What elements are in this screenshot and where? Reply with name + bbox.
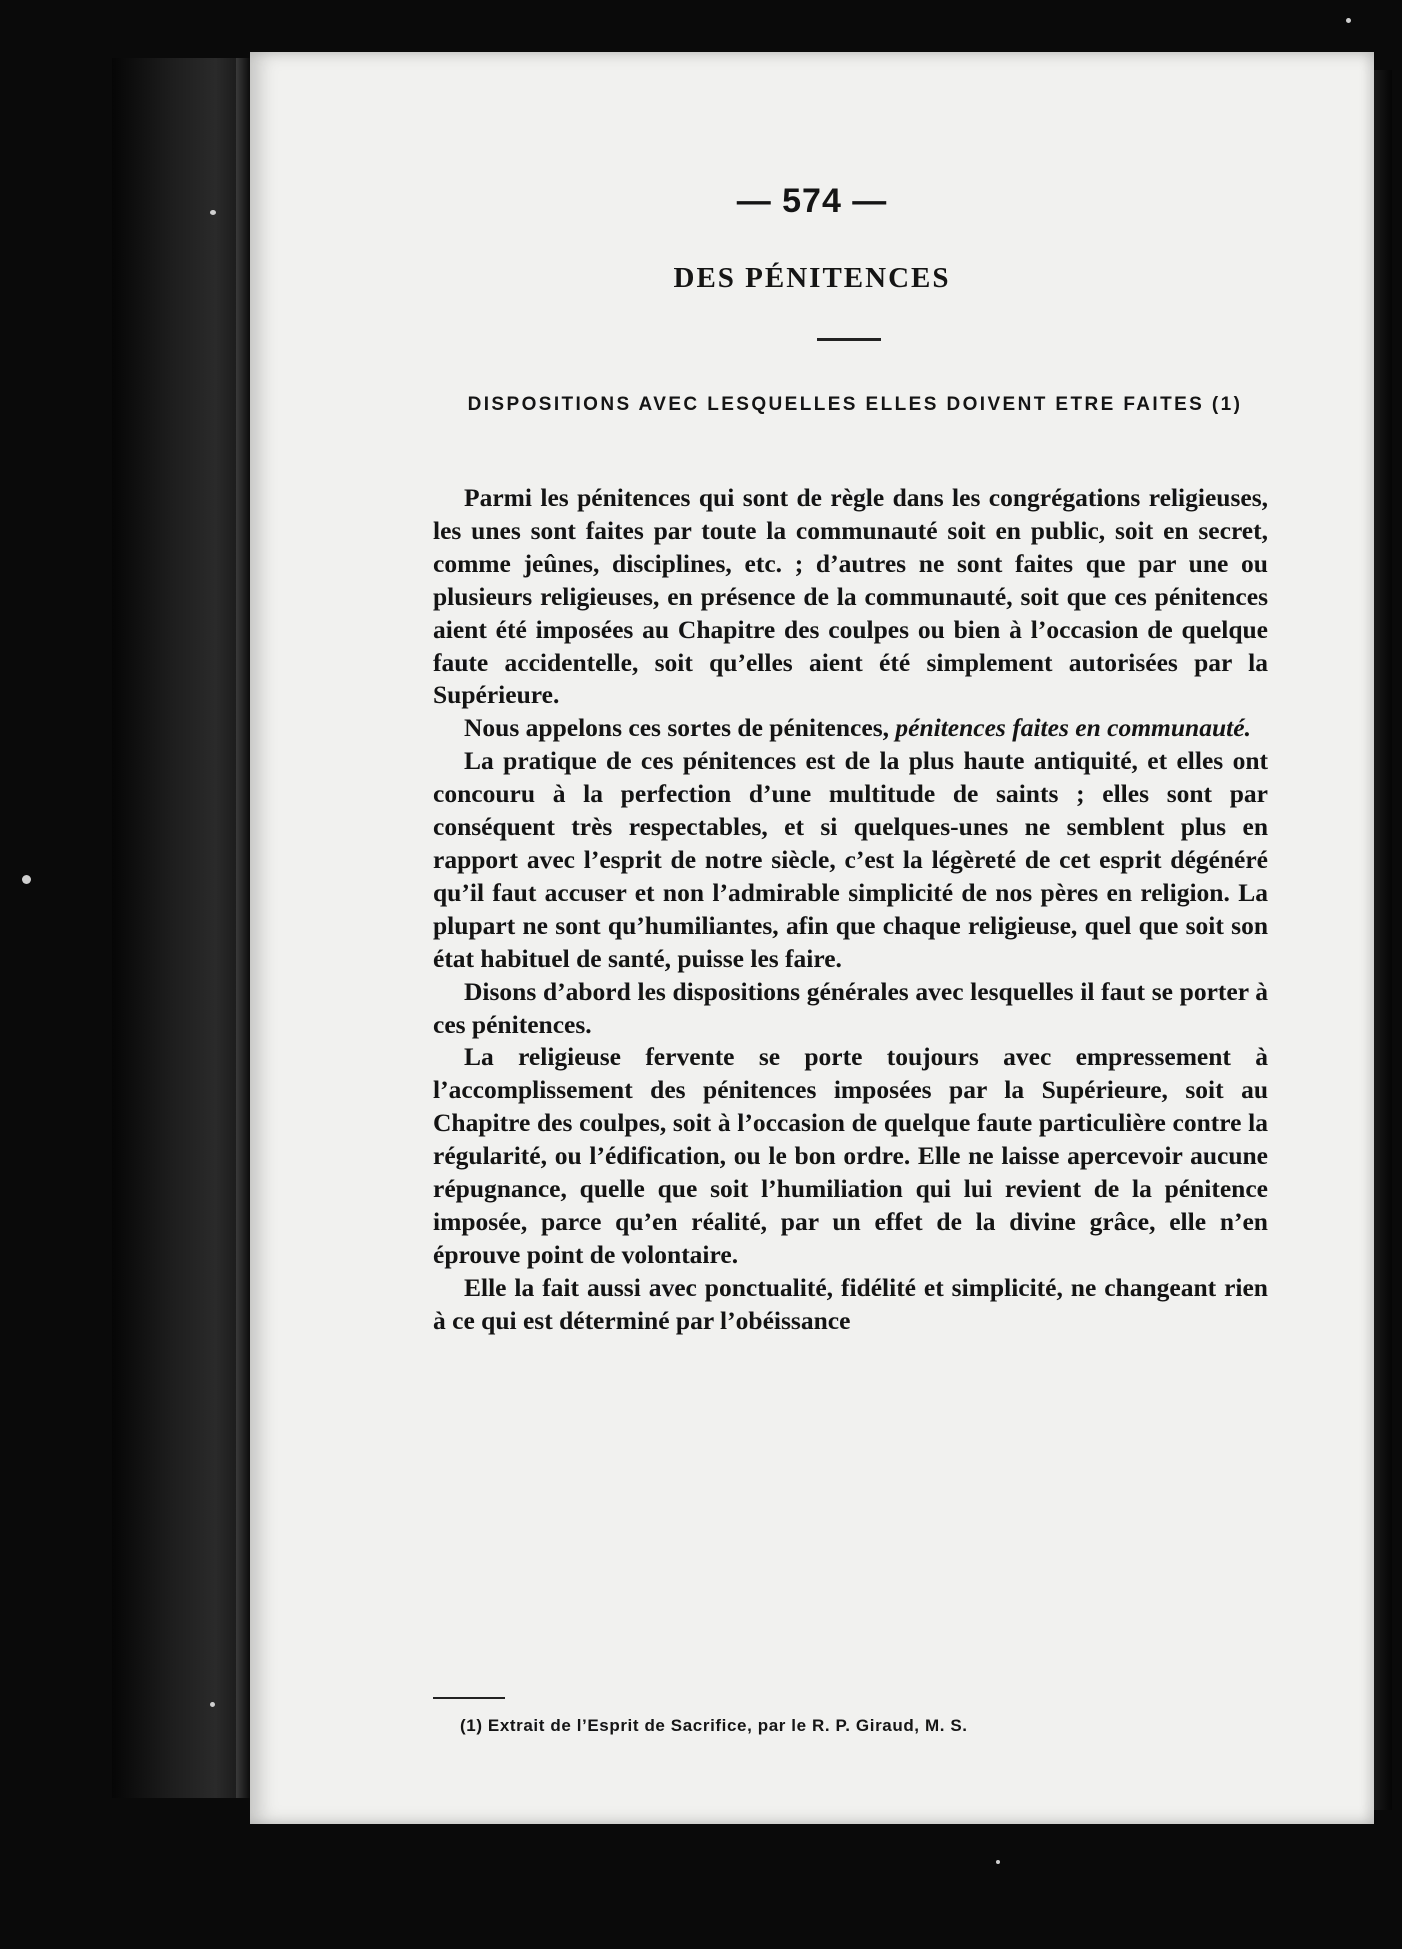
emphasis-text: pénitences faites en communauté. [895,713,1251,743]
scan-speck [1346,18,1351,23]
body-text [433,482,1268,1338]
paragraph: Nous appelons ces sortes de pénitences, pénitences faites en communauté. [464,713,1251,743]
paragraph: La religieuse fervente se porte toujours avec empressement à l’accomplissement des pénitences imposées par la Supérieure, soit au Chapitre des coulpes, soit à l’occasion de quelque faute particulière contre la régularité, ou l’édification, ou le bon ordre. Elle ne laisse apercevoir aucune répugnance, quelle que soit l’humiliation qui lui revient de la pénitence imposée, parce qu’en réalité, par un effet de la divine grâce, elle n’en éprouve point de volontaire. [433,1042,1268,1269]
page-number: — 574 — [736,182,888,220]
book-page [250,52,1374,1824]
scan-speck [210,210,216,215]
title-divider [817,338,881,341]
footnote-divider [433,1697,505,1699]
binding-edge [236,58,250,1798]
paragraph: Elle la fait aussi avec ponctualité, fidélité et simplicité, ne changeant rien à ce qui est déterminé par l’obéissance [433,1272,1268,1335]
book-binding [112,58,250,1798]
footnote: (1) Extrait de l’Esprit de Sacrifice, par le R. P. Giraud, M. S. [460,1716,968,1735]
page-right-edge [1374,70,1392,1810]
chapter-title: DES PÉNITENCES [673,262,951,294]
scan-speck [22,875,31,884]
scan-speck [210,1702,215,1707]
paragraph: Disons d’abord les dispositions générales avec lesquelles il faut se porter à ces pénitences. [433,976,1268,1039]
scan-speck [996,1860,1000,1864]
section-subtitle: DISPOSITIONS AVEC LESQUELLES ELLES DOIVENT ETRE FAITES (1) [467,394,1243,415]
paragraph: La pratique de ces pénitences est de la plus haute antiquité, et elles ont concouru à la perfection d’une multitude de saints ; elles sont par conséquent très respectables, et si quelques-unes ne semblent plus en rapport avec l’esprit de notre siècle, c’est la légèreté de cet esprit dégénéré qu’il faut accuser et non l’admirable simplicité de nos pères en religion. La plupart ne sont qu’humiliantes, afin que chaque religieuse, quel que soit son état habituel de santé, puisse les faire. [433,746,1268,973]
paragraph: Parmi les pénitences qui sont de règle dans les congrégations religieuses, les unes sont faites par toute la communauté soit en public, soit en secret, comme jeûnes, disciplines, etc. ; d’autres ne sont faites que par une ou plusieurs religieuses, en présence de la communauté, soit que ces pénitences aient été imposées au Chapitre des coulpes ou bien à l’occasion de quelque faute accidentelle, soit qu’elles aient été simplement autorisées par la Supérieure. [433,483,1268,710]
